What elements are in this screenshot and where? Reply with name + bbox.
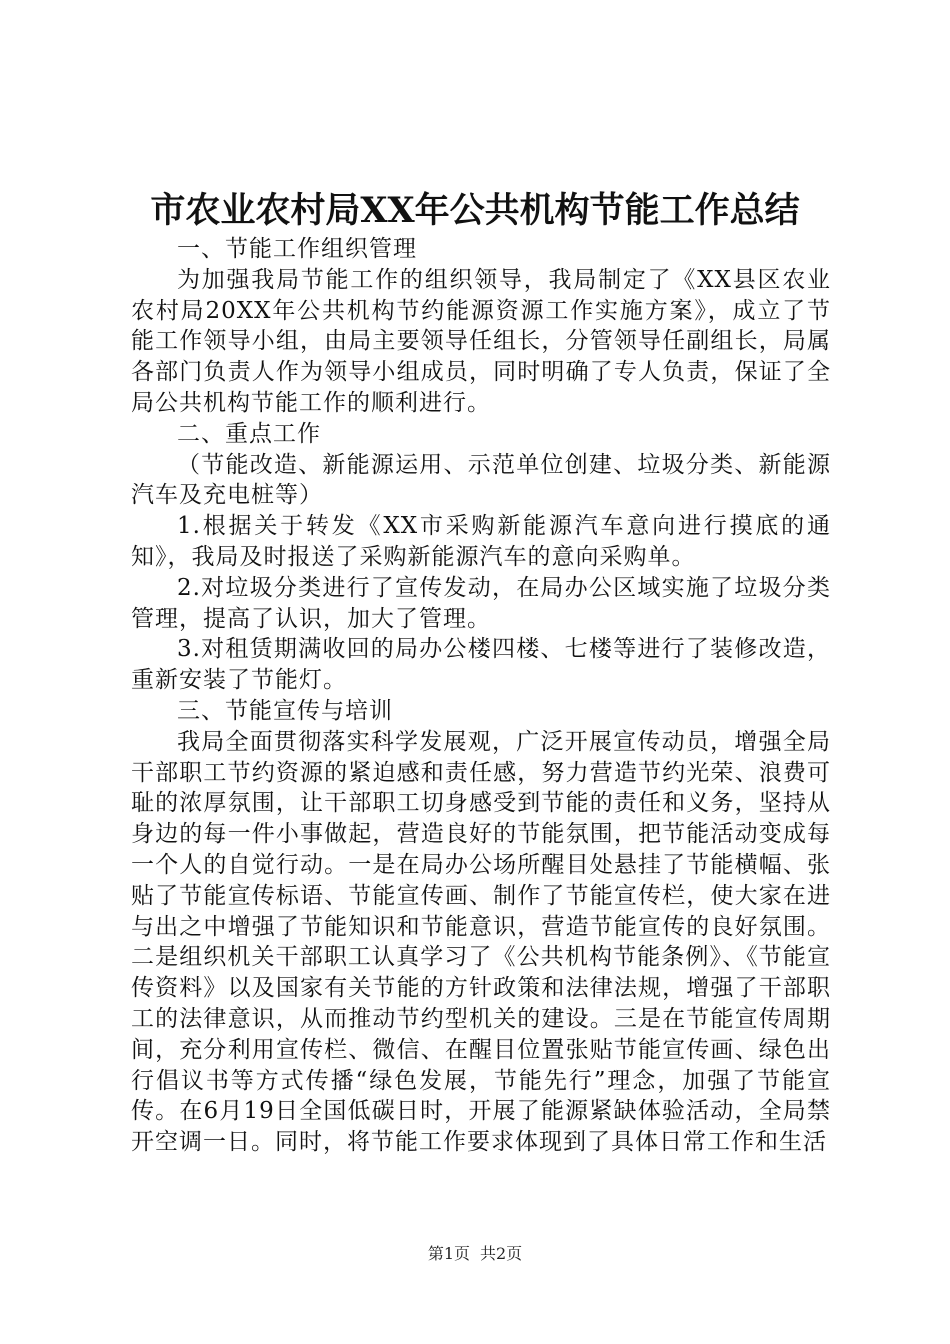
paragraph-1: 为加强我局节能工作的组织领导，我局制定了《XX县区农业农村局20XX年公共机构节约能源资源工作实施方案》，成立了节能工作领导小组，由局主要领导任组长，分管领导任副组长，局属各部门负责人作为领导小组成员，同时明确了专人负责，保证了全局公共机构节能工作的顺利进行。 [131,266,831,416]
paragraph-6: 我局全面贯彻落实科学发展观，广泛开展宣传动员，增强全局干部职工节约资源的紧迫感和责任感，努力营造节约光荣、浪费可耻的浓厚氛围，让干部职工切身感受到节能的责任和义务，坚持从身边的每一件小事做起，营造良好的节能氛围，把节能活动变成每一个人的自觉行动。一是在局办公场所醒目处悬挂了节能横幅、张贴了节能宣传标语、节能宣传画、制作了节能宣传栏，使大家在进与出之中增强了节能知识和节能意识，营造节能宣传的良好氛围。二是组织机关干部职工认真学习了《公共机构节能条例》、《节能宣传资料》以及国家有关节能的方针政策和法律法规，增强了干部职工的法律意识，从而推动节约型机关的建设。三是在节能宣传周期间，充分利用宣传栏、微信、在醒目位置张贴节能宣传画、绿色出行倡议书等方式传播“绿色发展，节能先行”理念，加强了节能宣传。在6月19日全国低碳日时，开展了能源紧缺体验活动，全局禁开空调一日。同时，将节能工作要求体现到了具体日常工作和生活 [131,728,831,1156]
section-heading-1: 一、节能工作组织管理 [177,236,417,262]
document-title: 市农业农村局XX年公共机构节能工作总结 [150,190,800,231]
document-body [131,234,831,1158]
paragraph-2: （节能改造、新能源运用、示范单位创建、垃圾分类、新能源汽车及充电桩等） [131,451,831,509]
page-number: 第1页 [427,1244,470,1263]
paragraph-4: 2.对垃圾分类进行了宣传发动，在局办公区域实施了垃圾分类管理，提高了认识，加大了管理。 [131,574,831,632]
page-total: 共2页 [480,1244,523,1263]
paragraph-5: 3.对租赁期满收回的局办公楼四楼、七楼等进行了装修改造，重新安装了节能灯。 [131,636,831,694]
section-heading-3: 三、节能宣传与培训 [177,697,393,724]
page-footer [0,1242,950,1266]
section-heading-2: 二、重点工作 [177,420,321,447]
paragraph-3: 1.根据关于转发《XX市采购新能源汽车意向进行摸底的通知》，我局及时报送了采购新能源汽车的意向采购单。 [131,513,831,570]
